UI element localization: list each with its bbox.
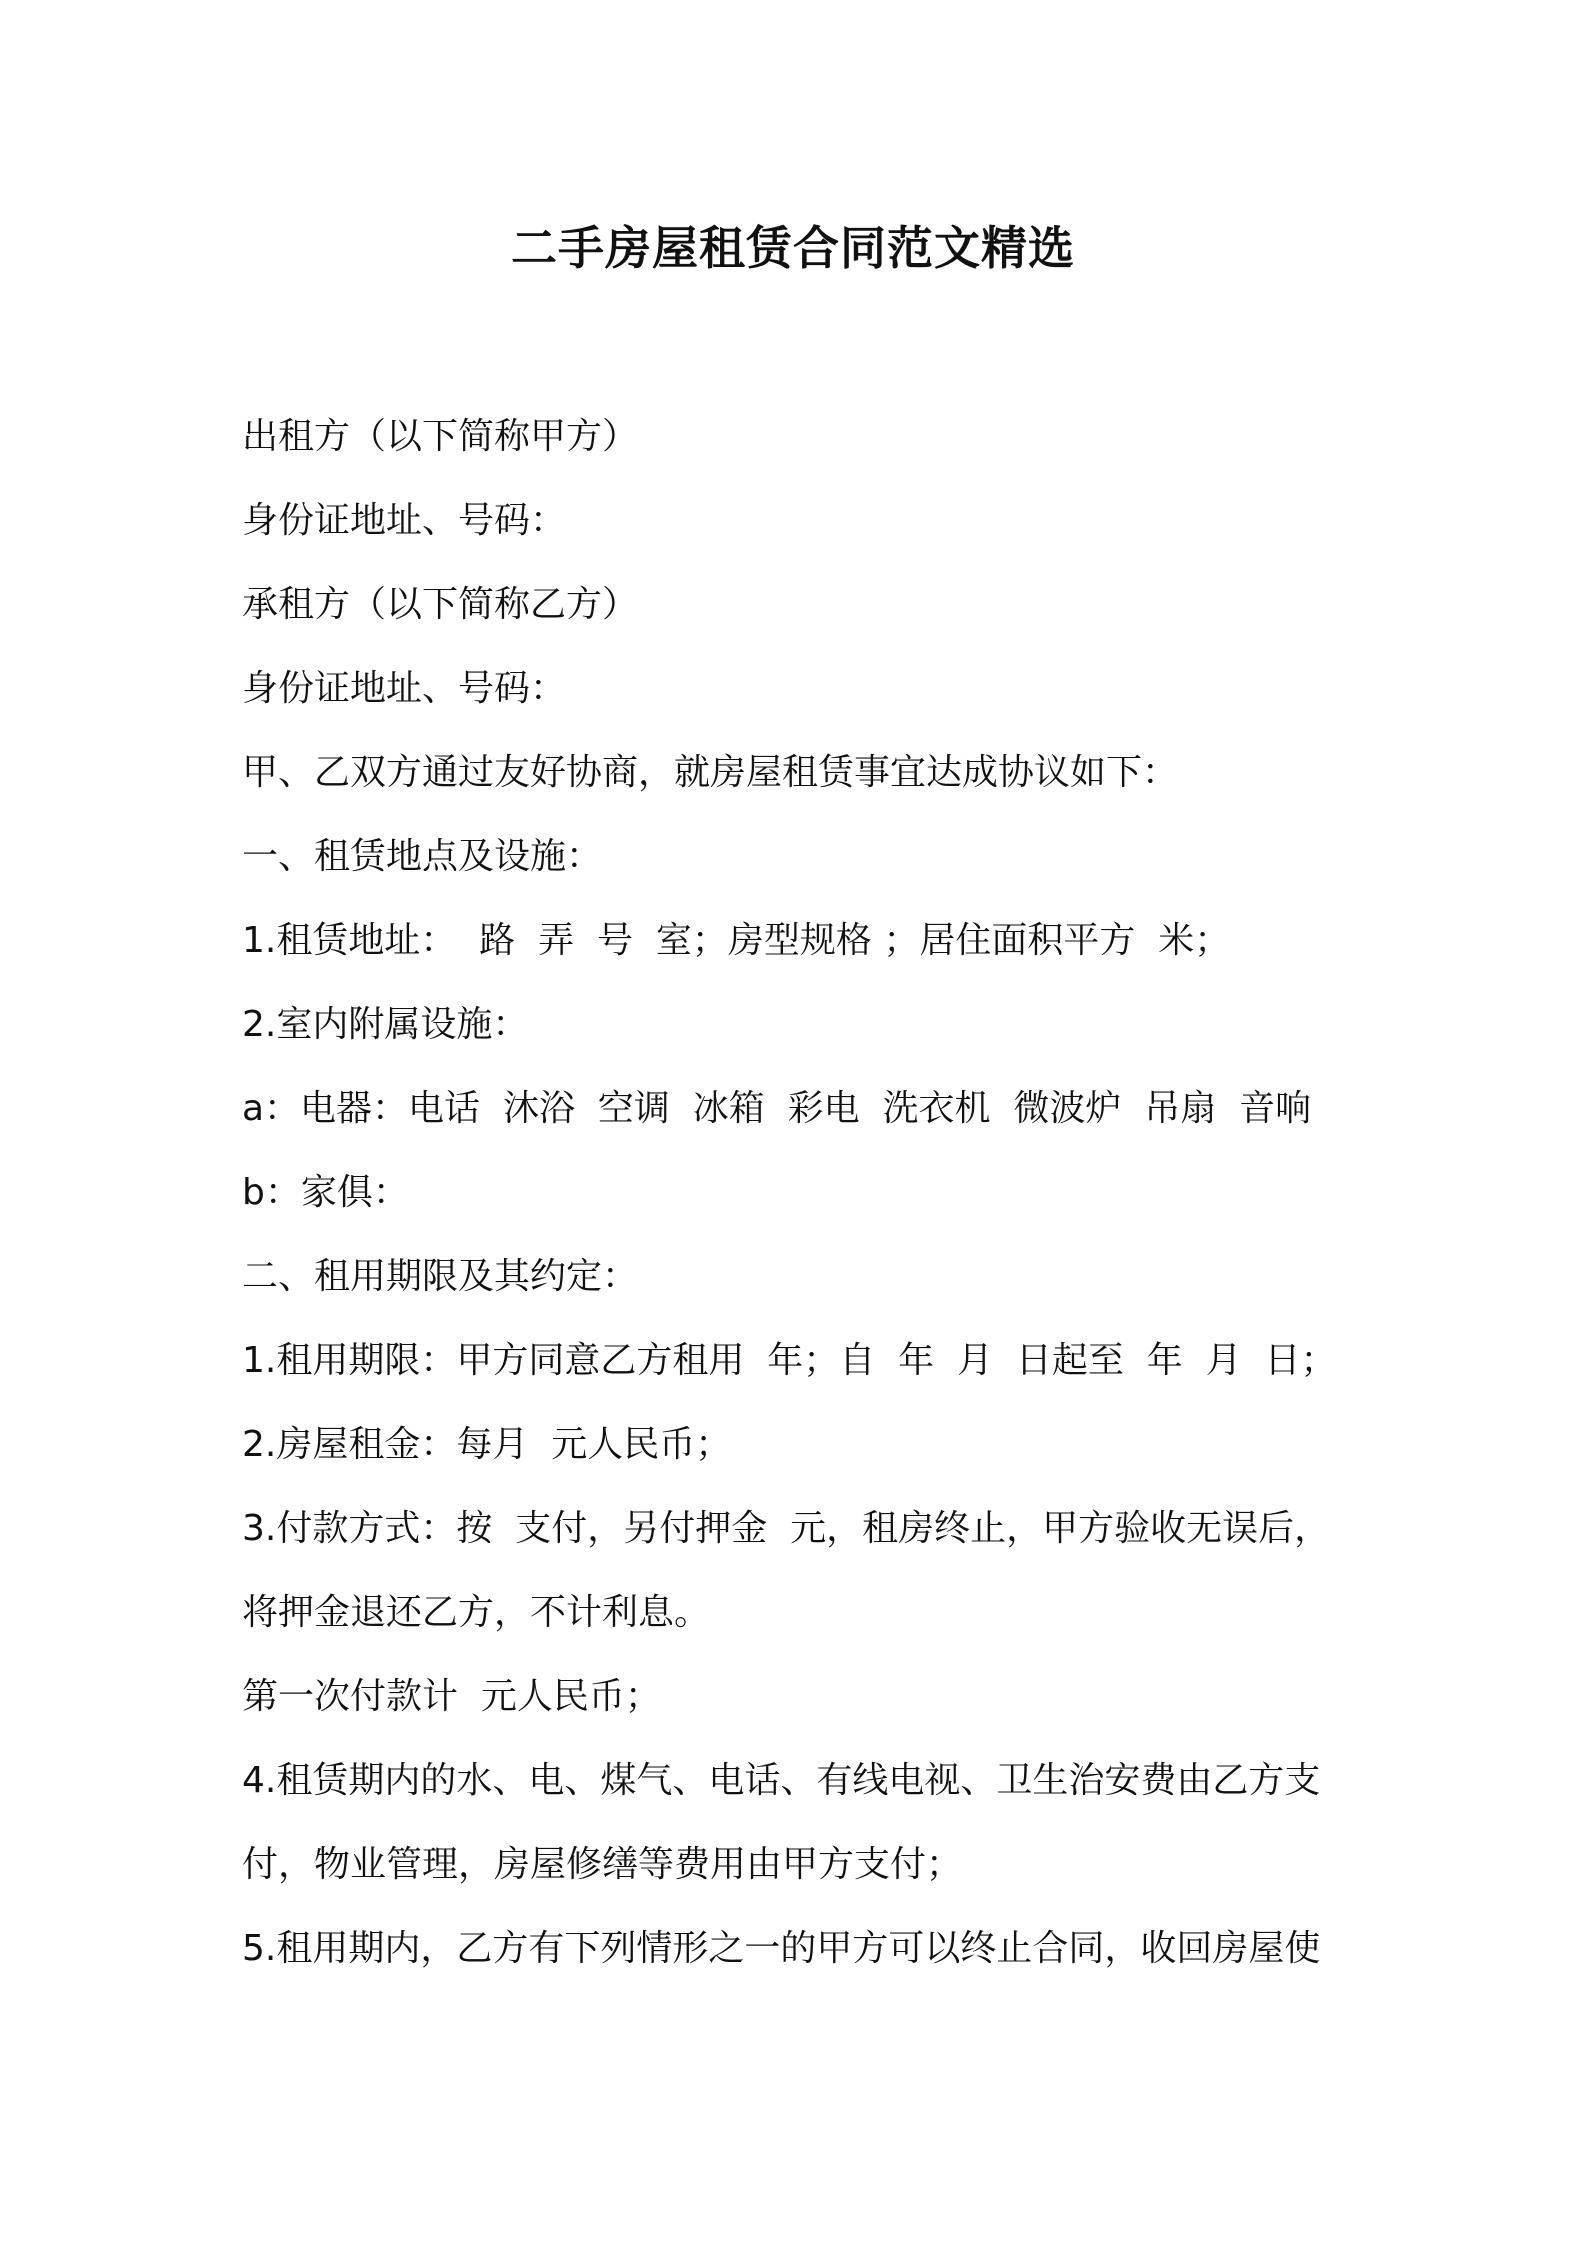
paragraph-lessee: 承租方（以下简称乙方）: [242, 584, 639, 625]
paragraph-rental-address: 1.租赁地址： 路 弄 号 室；房型规格 ；居住面积平方 米；: [242, 920, 1231, 961]
paragraph-deposit-return: 将押金退还乙方，不计利息。: [242, 1592, 711, 1633]
section-heading-term: 二、租用期限及其约定：: [242, 1256, 639, 1297]
paragraph-payment-method: 3.付款方式：按 支付，另付押金 元，租房终止，甲方验收无误后，: [242, 1508, 1331, 1549]
document-body: [242, 395, 1362, 1991]
section-heading-location: 一、租赁地点及设施：: [242, 836, 603, 877]
paragraph-utilities-cont: 付，物业管理，房屋修缮等费用由甲方支付；: [242, 1844, 963, 1885]
paragraph-first-payment: 第一次付款计 元人民币；: [242, 1676, 661, 1717]
paragraph-appliances: a：电器：电话 沐浴 空调 冰箱 彩电 洗衣机 微波炉 吊扇 音响: [242, 1088, 1312, 1129]
paragraph-lessee-id: 身份证地址、号码：: [242, 668, 567, 709]
paragraph-rent: 2.房屋租金：每月 元人民币；: [242, 1424, 732, 1465]
paragraph-furniture: b：家俱：: [242, 1172, 409, 1213]
paragraph-lessor-id: 身份证地址、号码：: [242, 500, 567, 541]
paragraph-agreement-intro: 甲、乙双方通过友好协商，就房屋租赁事宜达成协议如下：: [242, 752, 1179, 793]
paragraph-rental-period: 1.租用期限：甲方同意乙方租用 年；自 年 月 日起至 年 月 日；: [242, 1340, 1337, 1381]
paragraph-facilities: 2.室内附属设施：: [242, 1004, 529, 1045]
paragraph-termination: 5.租用期内，乙方有下列情形之一的甲方可以终止合同，收回房屋使: [242, 1928, 1321, 1969]
paragraph-utilities: 4.租赁期内的水、电、煤气、电话、有线电视、卫生治安费由乙方支: [242, 1760, 1321, 1801]
paragraph-lessor: 出租方（以下简称甲方）: [242, 416, 639, 457]
document-title: 二手房屋租赁合同范文精选: [511, 221, 1075, 275]
